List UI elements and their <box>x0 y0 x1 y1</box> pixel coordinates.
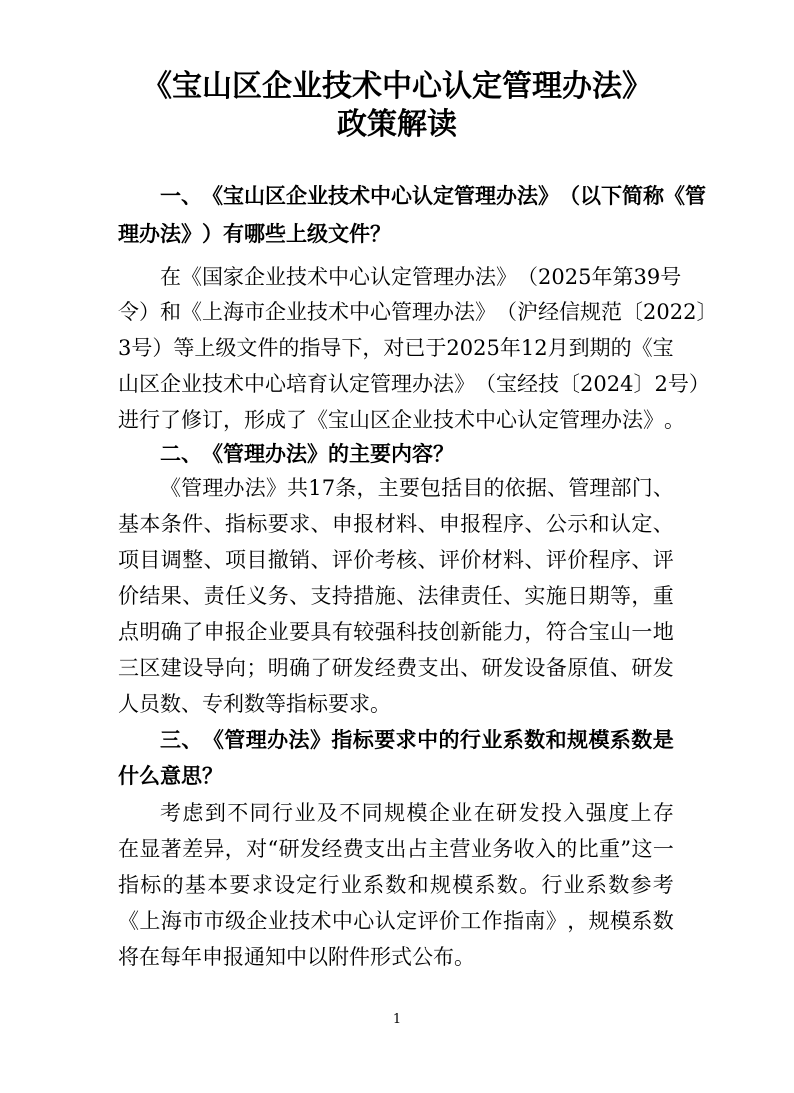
paragraph-line: 三 区 建 设 导 向 ； 明 确 了 研 发 经 费 支 出 、 研 发 设 备 原 值 、 研 发 <box>118 656 674 680</box>
paragraph-line: 山 区 企 业 技 术 中 心 培 育 认 定 管 理 办 法 》 （ 宝 经 技 〔 2 0 2 4 〕 2 号 ） <box>118 372 710 396</box>
section-heading-line: 三 、 《 管 理 办 法 》 指 标 要 求 中 的 行 业 系 数 和 规 模 系 数 是 <box>160 727 674 752</box>
paragraph-line: 进 行 了 修 订 ， 形 成 了 《 宝 山 区 企 业 技 术 中 心 认 定 管 理 办 法 》 。 <box>118 408 685 432</box>
page-number: 1 <box>392 1012 402 1027</box>
section-heading-line: 理 办 法 》 ） 有 哪 些 上 级 文 件 ？ <box>118 221 391 246</box>
paragraph-line: 价 结 果 、 责 任 义 务 、 支 持 措 施 、 法 律 责 任 、 实 施 日 期 等 ， 重 <box>118 584 674 608</box>
section-heading-line: 二 、 《 管 理 办 法 》 的 主 要 内 容 ？ <box>160 441 454 466</box>
document-subtitle: 政策解读 <box>337 107 457 142</box>
paragraph-line: 《 上 海 市 市 级 企 业 技 术 中 心 认 定 评 价 工 作 指 南 》 ， 规 模 系 数 <box>118 909 674 933</box>
paragraph-line: 在 《 国 家 企 业 技 术 中 心 认 定 管 理 办 法 》 （ 2 0 2 5 年 第 3 9 号 <box>160 265 682 289</box>
paragraph-line: 项 目 调 整 、 项 目 撤 销 、 评 价 考 核 、 评 价 材 料 、 评 价 程 序 、 评 <box>118 548 674 572</box>
paragraph-line: 点 明 确 了 申 报 企 业 要 具 有 较 强 科 技 创 新 能 力 ， 符 合 宝 山 一 地 <box>118 620 674 644</box>
document-title: 《宝山区企业技术中心认定管理办法》 <box>142 69 652 104</box>
paragraph-line: 3 号 ） 等 上 级 文 件 的 指 导 下 ， 对 已 于 2 0 2 5 年 1 2 月 到 期 的 《 宝 <box>118 336 674 360</box>
paragraph-line: 人 员 数 、 专 利 数 等 指 标 要 求 。 <box>118 692 391 716</box>
paragraph-line: 《 管 理 办 法 》 共 1 7 条 ， 主 要 包 括 目 的 依 据 、 管 理 部 门 、 <box>160 476 674 500</box>
section-heading-line: 一 、 《 宝 山 区 企 业 技 术 中 心 认 定 管 理 办 法 》 （ 以 下 简 称 《 管 <box>160 183 706 208</box>
paragraph-line: 考 虑 到 不 同 行 业 及 不 同 规 模 企 业 在 研 发 投 入 强 度 上 存 <box>160 801 674 825</box>
paragraph-line: 基 本 条 件 、 指 标 要 求 、 申 报 材 料 、 申 报 程 序 、 公 示 和 认 定 、 <box>118 512 674 536</box>
paragraph-line: 指 标 的 基 本 要 求 设 定 行 业 系 数 和 规 模 系 数 。 行 业 系 数 参 考 <box>118 873 674 897</box>
paragraph-line: 在 显 著 差 异 ， 对 “ 研 发 经 费 支 出 占 主 营 业 务 收 入 的 比 重 ” 这 一 <box>118 837 674 861</box>
paragraph-line: 将 在 每 年 申 报 通 知 中 以 附 件 形 式 公 布 。 <box>118 945 475 969</box>
paragraph-line: 令 ） 和 《 上 海 市 企 业 技 术 中 心 管 理 办 法 》 （ 沪 经 信 规 范 〔 2 0 2 2 〕 <box>118 300 718 324</box>
section-heading-line: 什 么 意 思 ？ <box>118 763 223 788</box>
